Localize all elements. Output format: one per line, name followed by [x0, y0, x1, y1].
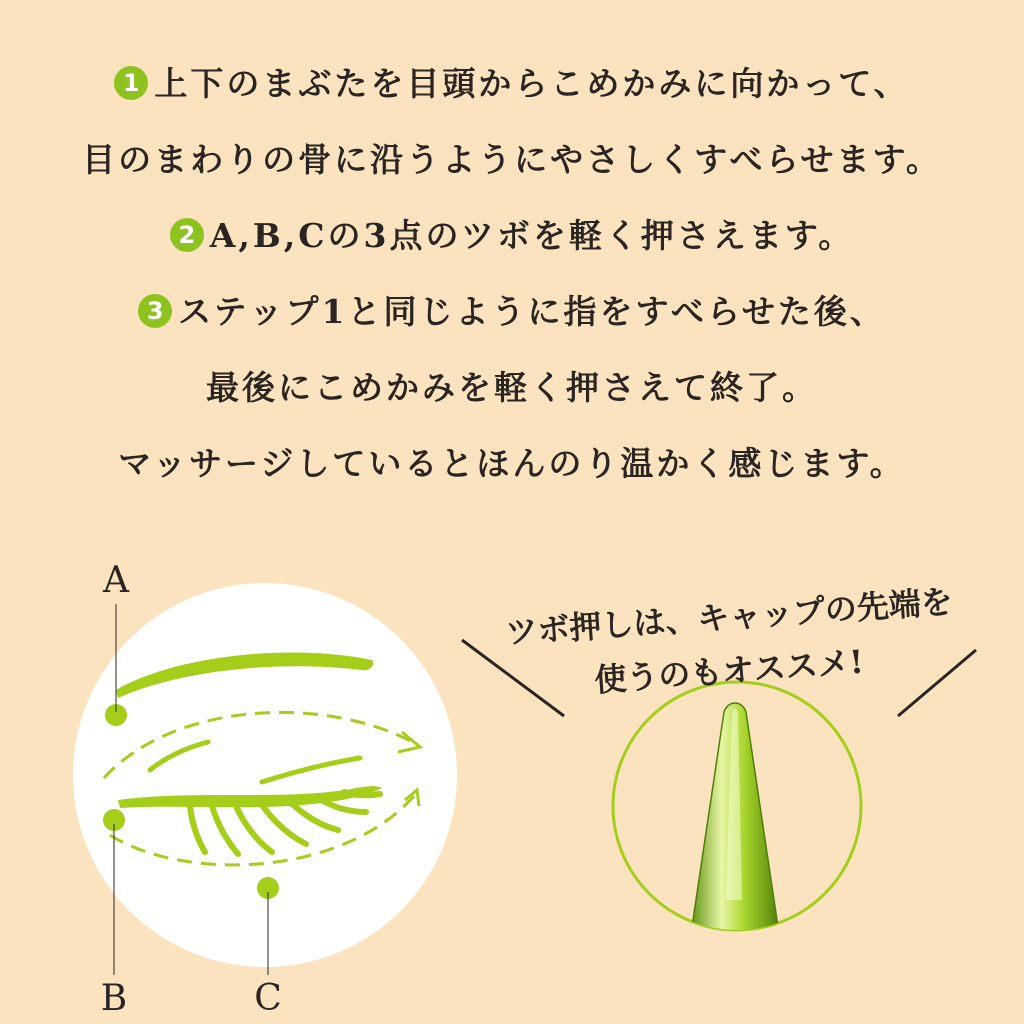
step-number-badge: 3	[138, 294, 172, 328]
tip-text-line-1: ツボ押しは、キャップの先端を	[504, 582, 954, 652]
step-text: 最後にこめかみを軽く押さえて終了。	[206, 368, 818, 407]
eye-illustration-circle	[73, 583, 457, 967]
step-text: A,B,Cの3点のツボを軽く押さえます。	[209, 216, 855, 255]
step-text: マッサージしているとほんのり温かく感じます。	[118, 444, 906, 483]
step-text: 目のまわりの骨に沿うようにやさしくすべらせます。	[82, 140, 942, 179]
callout-right-slash	[898, 650, 976, 716]
tip-text-line-2: 使うのもオススメ!	[593, 642, 865, 700]
step-number-badge: 1	[114, 66, 148, 100]
point-c-label: C	[254, 978, 282, 1019]
step-text: ステップ1と同じように指をすべらせた後、	[178, 292, 886, 331]
step-number-badge: 2	[170, 218, 204, 252]
point-b-label: B	[100, 978, 128, 1019]
point-a-label: A	[103, 560, 129, 601]
step-text: 上下のまぶたを目頭からこめかみに向かって、	[154, 64, 910, 103]
